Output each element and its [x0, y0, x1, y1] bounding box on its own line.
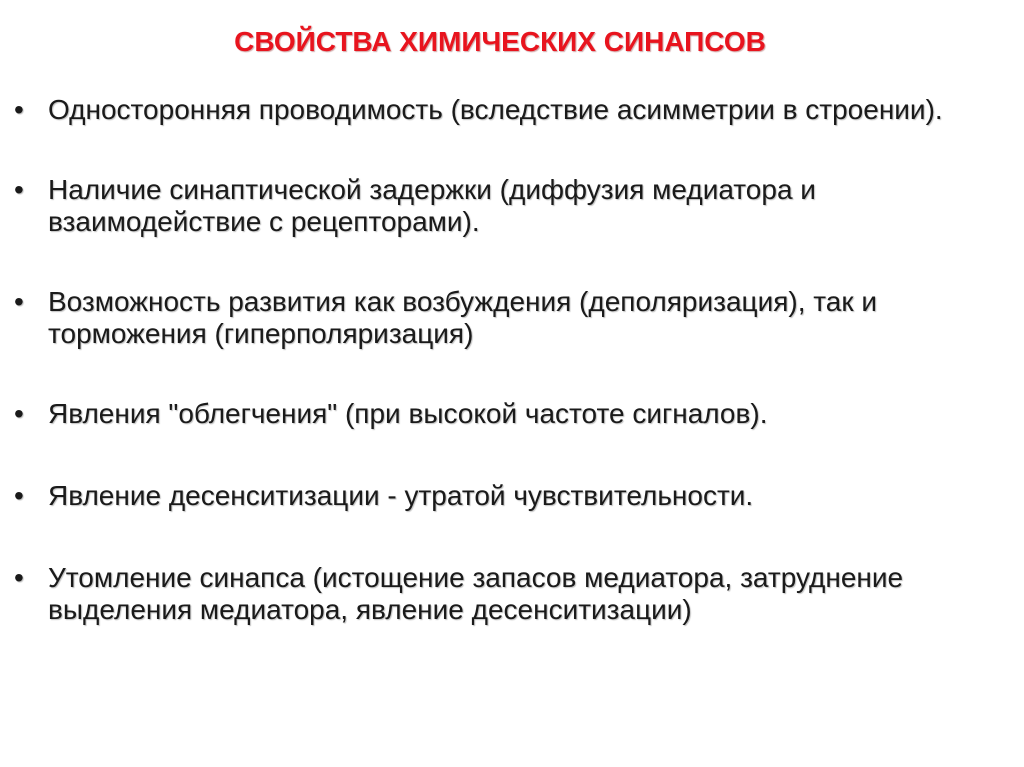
bullet-icon: •	[14, 286, 24, 317]
bullet-icon: •	[14, 398, 24, 429]
list-item-text: Утомление синапса (истощение запасов медиатора, затруднение выделения медиатора, явление десенситизации)	[48, 562, 904, 625]
list-item	[14, 94, 1004, 126]
list-item-text: Односторонняя проводимость (вследствие асимметрии в строении).	[48, 94, 943, 125]
bullet-icon: •	[14, 174, 24, 205]
list-item-text: Наличие синаптической задержки (диффузия медиатора и взаимодействие с рецепторами).	[48, 174, 816, 237]
list-item	[14, 174, 1004, 238]
slide-title: СВОЙСТВА ХИМИЧЕСКИХ СИНАПСОВ	[234, 26, 766, 57]
list-item	[14, 286, 1004, 350]
list-item-text: Возможность развития как возбуждения (деполяризация), так и торможения (гиперполяризация)	[48, 286, 878, 349]
list-item-text: Явление десенситизации - утратой чувствительности.	[48, 480, 754, 511]
property-list	[14, 94, 1004, 674]
list-item-text: Явления "облегчения" (при высокой частоте сигналов).	[48, 398, 768, 429]
list-item	[14, 562, 1004, 626]
bullet-icon: •	[14, 562, 24, 593]
list-item	[14, 398, 1004, 430]
bullet-icon: •	[14, 480, 24, 511]
bullet-icon: •	[14, 94, 24, 125]
list-item	[14, 480, 1004, 512]
